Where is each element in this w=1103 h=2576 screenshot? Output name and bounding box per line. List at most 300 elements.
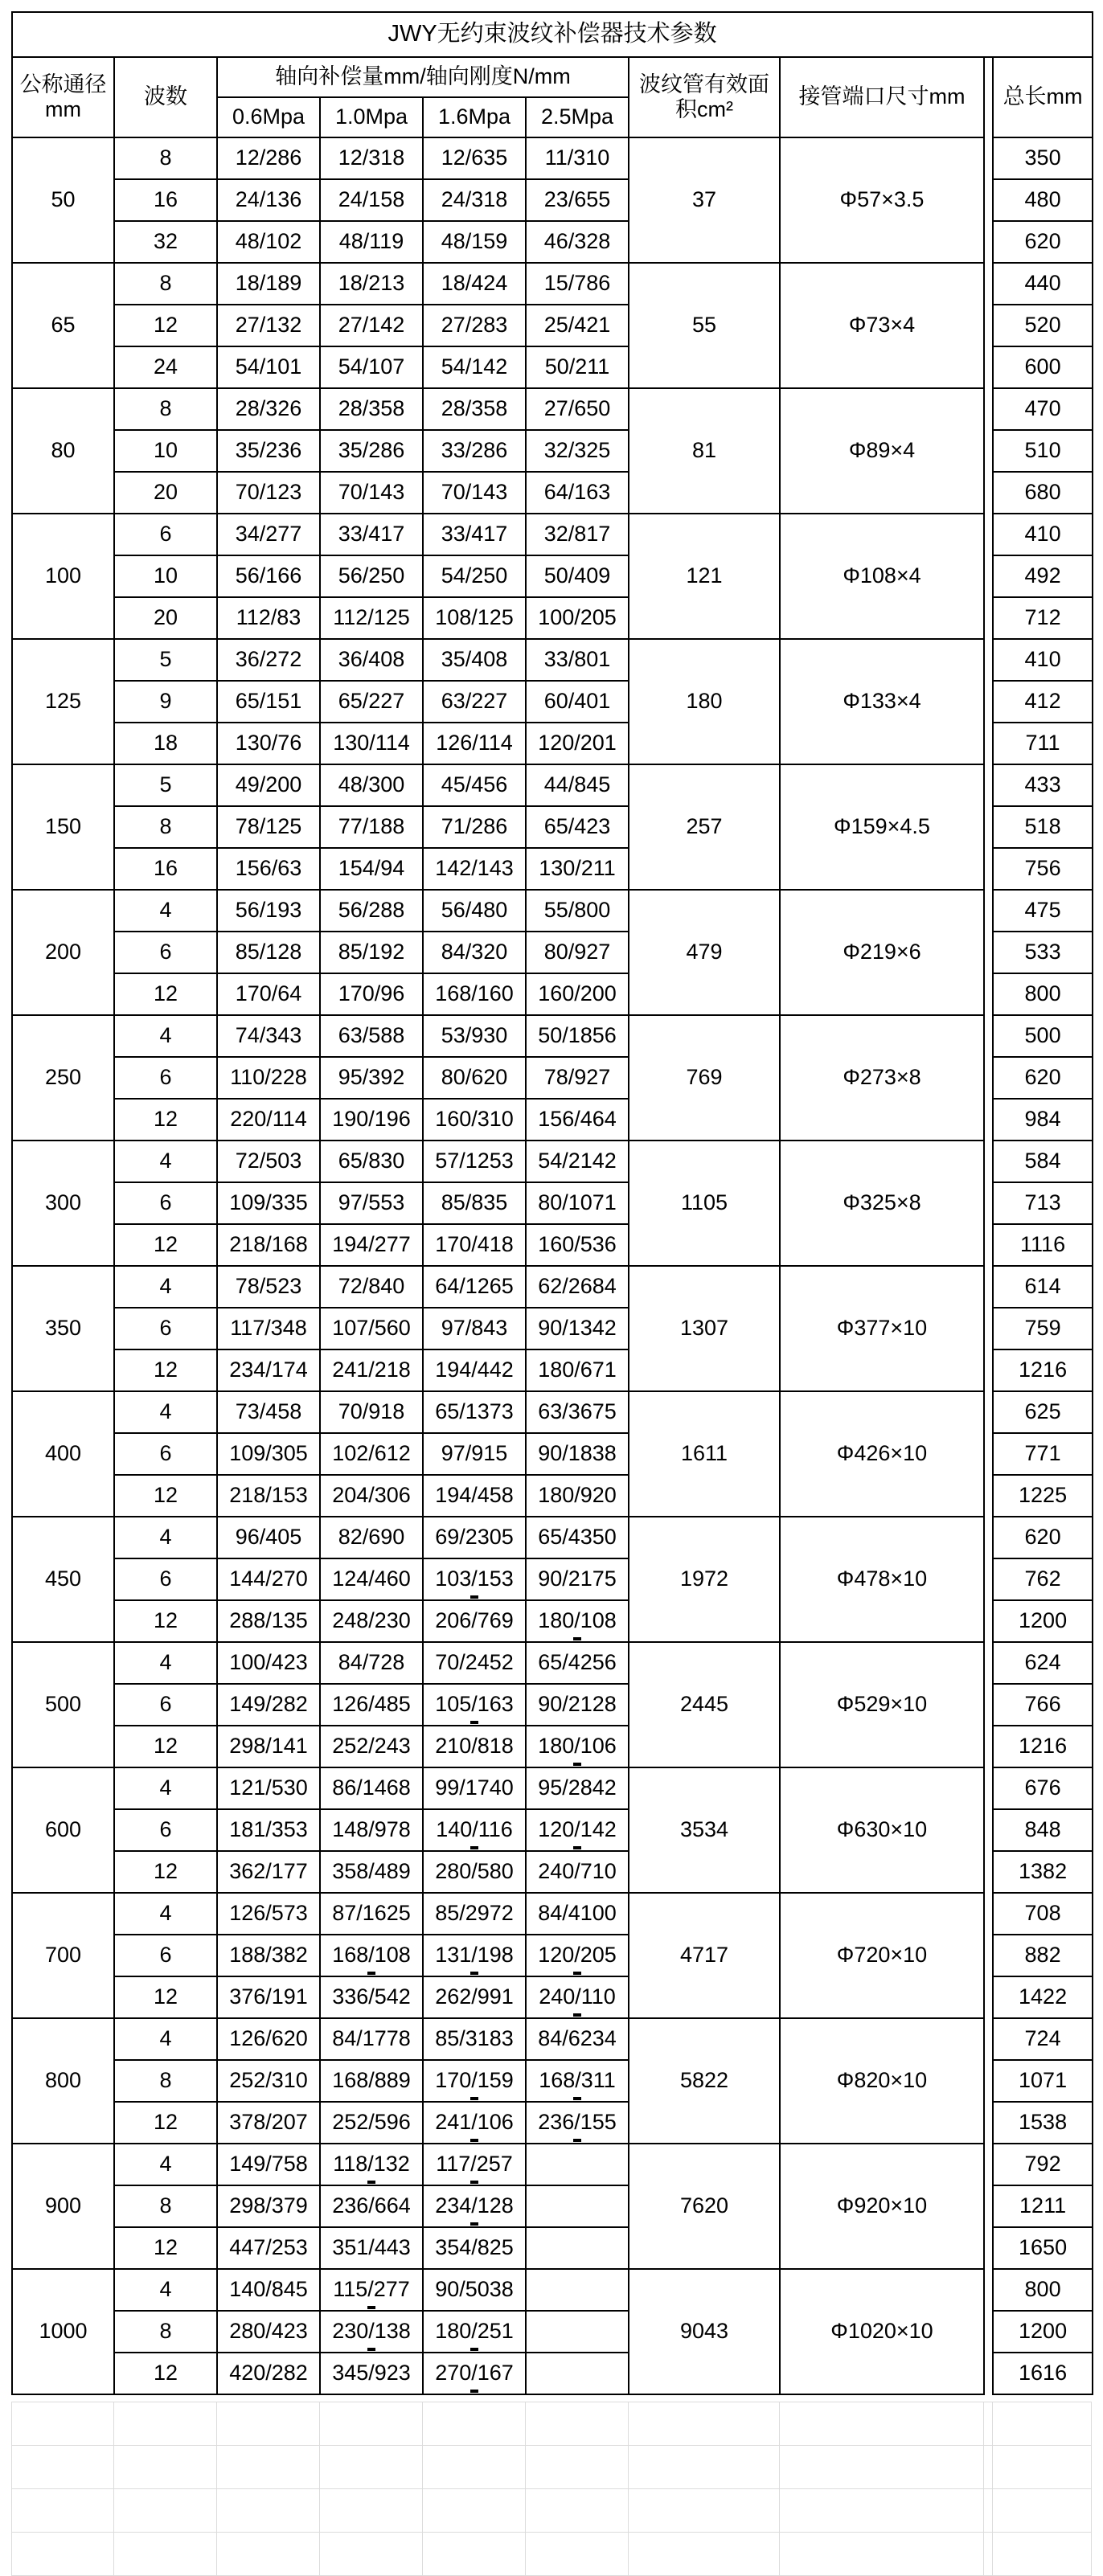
compensation-stiffness-cell: 54/2142: [526, 1141, 629, 1182]
header-gap: [984, 57, 993, 137]
compensation-stiffness-cell: [526, 2185, 629, 2227]
compensation-stiffness-cell: 103/153: [423, 1558, 526, 1600]
effective-area-cell: 7620: [629, 2144, 780, 2269]
wave-count-cell: 6: [114, 1057, 217, 1099]
wave-count-cell: 16: [114, 179, 217, 221]
compensation-stiffness-cell: 298/379: [217, 2185, 320, 2227]
column-gap: [984, 2102, 993, 2144]
wave-count-cell: 8: [114, 137, 217, 179]
compensation-stiffness-cell: 149/282: [217, 1684, 320, 1726]
effective-area-cell: 4717: [629, 1893, 780, 2018]
header-axial-compensation: 轴向补偿量mm/轴向刚度N/mm: [217, 57, 629, 97]
compensation-stiffness-cell: 90/1342: [526, 1308, 629, 1349]
compensation-stiffness-cell: 84/6234: [526, 2018, 629, 2060]
column-gap: [984, 221, 993, 263]
compensation-stiffness-cell: 95/2842: [526, 1767, 629, 1809]
compensation-stiffness-cell: 28/358: [320, 388, 423, 430]
compensation-stiffness-cell: 69/2305: [423, 1517, 526, 1558]
wave-count-cell: 4: [114, 1015, 217, 1057]
wave-count-cell: 12: [114, 1224, 217, 1266]
compensation-stiffness-cell: 96/405: [217, 1517, 320, 1558]
compensation-stiffness-cell: 100/423: [217, 1642, 320, 1684]
compensation-stiffness-cell: 252/596: [320, 2102, 423, 2144]
table-row: [12, 388, 1093, 430]
effective-area-cell: 257: [629, 764, 780, 890]
compensation-stiffness-cell: 80/620: [423, 1057, 526, 1099]
compensation-stiffness-cell: 56/480: [423, 890, 526, 932]
total-length-cell: 500: [993, 1015, 1093, 1057]
total-length-cell: 1650: [993, 2227, 1093, 2269]
compensation-stiffness-cell: 218/153: [217, 1475, 320, 1517]
total-length-cell: 724: [993, 2018, 1093, 2060]
column-gap: [984, 1809, 993, 1851]
compensation-stiffness-cell: 50/211: [526, 346, 629, 388]
compensation-stiffness-cell: 56/250: [320, 555, 423, 597]
compensation-stiffness-cell: 18/213: [320, 263, 423, 305]
compensation-stiffness-cell: 97/915: [423, 1433, 526, 1475]
nominal-diameter-cell: 350: [12, 1266, 114, 1391]
compensation-stiffness-cell: 181/353: [217, 1809, 320, 1851]
total-length-cell: 600: [993, 346, 1093, 388]
table-row: [12, 890, 1093, 932]
compensation-stiffness-cell: 236/155: [526, 2102, 629, 2144]
port-size-cell: Φ426×10: [780, 1391, 984, 1517]
wave-count-cell: 8: [114, 2060, 217, 2102]
compensation-stiffness-cell: 420/282: [217, 2353, 320, 2394]
wave-count-cell: 12: [114, 1600, 217, 1642]
compensation-stiffness-cell: 188/382: [217, 1935, 320, 1976]
compensation-stiffness-cell: [526, 2227, 629, 2269]
column-gap: [984, 2144, 993, 2185]
column-gap: [984, 472, 993, 514]
compensation-stiffness-cell: 64/163: [526, 472, 629, 514]
compensation-stiffness-cell: 54/107: [320, 346, 423, 388]
header-pressure-2-5: 2.5Mpa: [526, 97, 629, 137]
compensation-stiffness-cell: 25/421: [526, 305, 629, 346]
compensation-stiffness-cell: 270/167: [423, 2353, 526, 2394]
compensation-stiffness-cell: 120/201: [526, 723, 629, 764]
total-length-cell: 480: [993, 179, 1093, 221]
gridline: [11, 2402, 12, 2575]
compensation-stiffness-cell: 27/283: [423, 305, 526, 346]
compensation-stiffness-cell: 170/159: [423, 2060, 526, 2102]
compensation-stiffness-cell: 194/442: [423, 1349, 526, 1391]
nominal-diameter-cell: 600: [12, 1767, 114, 1893]
compensation-stiffness-cell: 148/978: [320, 1809, 423, 1851]
wave-count-cell: 4: [114, 1141, 217, 1182]
compensation-stiffness-cell: 35/236: [217, 430, 320, 472]
nominal-diameter-cell: 80: [12, 388, 114, 514]
effective-area-cell: 1972: [629, 1517, 780, 1642]
compensation-stiffness-cell: 241/106: [423, 2102, 526, 2144]
total-length-cell: 759: [993, 1308, 1093, 1349]
compensation-stiffness-cell: 234/174: [217, 1349, 320, 1391]
wave-count-cell: 8: [114, 806, 217, 848]
wave-count-cell: 6: [114, 1809, 217, 1851]
truncation-mark: [470, 2348, 478, 2351]
nominal-diameter-cell: 900: [12, 2144, 114, 2269]
wave-count-cell: 8: [114, 388, 217, 430]
total-length-cell: 984: [993, 1099, 1093, 1141]
compensation-stiffness-cell: 85/3183: [423, 2018, 526, 2060]
wave-count-cell: 10: [114, 430, 217, 472]
compensation-stiffness-cell: 288/135: [217, 1600, 320, 1642]
table-row: [12, 1391, 1093, 1433]
compensation-stiffness-cell: 27/142: [320, 305, 423, 346]
column-gap: [984, 1767, 993, 1809]
wave-count-cell: 4: [114, 1266, 217, 1308]
compensation-stiffness-cell: 36/408: [320, 639, 423, 681]
truncation-mark: [573, 2013, 581, 2017]
column-gap: [984, 932, 993, 973]
nominal-diameter-cell: 100: [12, 514, 114, 639]
compensation-stiffness-cell: 131/198: [423, 1935, 526, 1976]
column-gap: [984, 137, 993, 179]
total-length-cell: 680: [993, 472, 1093, 514]
compensation-stiffness-cell: 24/318: [423, 179, 526, 221]
column-gap: [984, 2311, 993, 2353]
total-length-cell: 520: [993, 305, 1093, 346]
column-gap: [984, 1099, 993, 1141]
compensation-stiffness-cell: 126/573: [217, 1893, 320, 1935]
total-length-cell: 800: [993, 973, 1093, 1015]
column-gap: [984, 2185, 993, 2227]
wave-count-cell: 12: [114, 1349, 217, 1391]
total-length-cell: 756: [993, 848, 1093, 890]
gridline: [422, 2402, 423, 2575]
port-size-cell: Φ89×4: [780, 388, 984, 514]
total-length-cell: 1200: [993, 2311, 1093, 2353]
gridline: [319, 2402, 320, 2575]
compensation-stiffness-cell: 65/1373: [423, 1391, 526, 1433]
total-length-cell: 1616: [993, 2353, 1093, 2394]
wave-count-cell: 5: [114, 639, 217, 681]
total-length-cell: 625: [993, 1391, 1093, 1433]
truncation-mark: [367, 2348, 375, 2351]
column-gap: [984, 2227, 993, 2269]
wave-count-cell: 12: [114, 2227, 217, 2269]
compensation-stiffness-cell: 115/277: [320, 2269, 423, 2311]
table-row: [12, 1642, 1093, 1684]
gridline: [779, 2402, 780, 2575]
compensation-stiffness-cell: 70/123: [217, 472, 320, 514]
compensation-stiffness-cell: 32/325: [526, 430, 629, 472]
compensation-stiffness-cell: 180/920: [526, 1475, 629, 1517]
compensation-stiffness-cell: 234/128: [423, 2185, 526, 2227]
effective-area-cell: 180: [629, 639, 780, 764]
compensation-stiffness-cell: 206/769: [423, 1600, 526, 1642]
compensation-stiffness-cell: 46/328: [526, 221, 629, 263]
column-gap: [984, 1391, 993, 1433]
table-row: [12, 1767, 1093, 1809]
wave-count-cell: 6: [114, 1433, 217, 1475]
wave-count-cell: 4: [114, 2144, 217, 2185]
compensation-stiffness-cell: 72/840: [320, 1266, 423, 1308]
truncation-mark: [573, 1846, 581, 1849]
compensation-stiffness-cell: 154/94: [320, 848, 423, 890]
port-size-cell: Φ219×6: [780, 890, 984, 1015]
truncation-mark: [470, 2097, 478, 2100]
compensation-stiffness-cell: 90/1838: [526, 1433, 629, 1475]
total-length-cell: 1225: [993, 1475, 1093, 1517]
port-size-cell: Φ920×10: [780, 2144, 984, 2269]
nominal-diameter-cell: 800: [12, 2018, 114, 2144]
compensation-stiffness-cell: 105/163: [423, 1684, 526, 1726]
gridline: [113, 2402, 114, 2575]
gridline: [11, 2445, 1092, 2446]
compensation-stiffness-cell: 34/277: [217, 514, 320, 555]
compensation-stiffness-cell: 130/76: [217, 723, 320, 764]
port-size-cell: Φ133×4: [780, 639, 984, 764]
effective-area-cell: 121: [629, 514, 780, 639]
total-length-cell: 620: [993, 221, 1093, 263]
wave-count-cell: 20: [114, 472, 217, 514]
nominal-diameter-cell: 250: [12, 1015, 114, 1141]
port-size-cell: Φ630×10: [780, 1767, 984, 1893]
compensation-stiffness-cell: 72/503: [217, 1141, 320, 1182]
compensation-stiffness-cell: 236/664: [320, 2185, 423, 2227]
compensation-stiffness-cell: 48/102: [217, 221, 320, 263]
compensation-stiffness-cell: 126/485: [320, 1684, 423, 1726]
compensation-stiffness-cell: 65/4256: [526, 1642, 629, 1684]
compensation-stiffness-cell: 345/923: [320, 2353, 423, 2394]
truncation-mark: [367, 1972, 375, 1975]
header-nominal-diameter: 公称通径mm: [12, 57, 114, 137]
column-gap: [984, 1182, 993, 1224]
nominal-diameter-cell: 300: [12, 1141, 114, 1266]
header-port-size: 接管端口尺寸mm: [780, 57, 984, 137]
compensation-stiffness-cell: 87/1625: [320, 1893, 423, 1935]
column-gap: [984, 1433, 993, 1475]
truncation-mark: [470, 1595, 478, 1599]
compensation-stiffness-cell: 24/158: [320, 179, 423, 221]
compensation-stiffness-cell: 168/108: [320, 1935, 423, 1976]
compensation-stiffness-cell: 97/553: [320, 1182, 423, 1224]
effective-area-cell: 55: [629, 263, 780, 388]
wave-count-cell: 4: [114, 1391, 217, 1433]
compensation-stiffness-cell: 63/3675: [526, 1391, 629, 1433]
table-row: [12, 1141, 1093, 1182]
compensation-stiffness-cell: 84/320: [423, 932, 526, 973]
compensation-stiffness-cell: 85/192: [320, 932, 423, 973]
nominal-diameter-cell: 1000: [12, 2269, 114, 2394]
compensation-stiffness-cell: 36/272: [217, 639, 320, 681]
truncation-mark: [470, 1846, 478, 1849]
total-length-cell: 711: [993, 723, 1093, 764]
compensation-stiffness-cell: 84/728: [320, 1642, 423, 1684]
compensation-stiffness-cell: 120/142: [526, 1809, 629, 1851]
compensation-stiffness-cell: 149/758: [217, 2144, 320, 2185]
gridline: [983, 2402, 984, 2575]
wave-count-cell: 9: [114, 681, 217, 723]
effective-area-cell: 479: [629, 890, 780, 1015]
compensation-stiffness-cell: 180/251: [423, 2311, 526, 2353]
wave-count-cell: 12: [114, 1099, 217, 1141]
compensation-stiffness-cell: 48/119: [320, 221, 423, 263]
gridline: [11, 2488, 1092, 2489]
compensation-stiffness-cell: 160/536: [526, 1224, 629, 1266]
compensation-stiffness-cell: 99/1740: [423, 1767, 526, 1809]
wave-count-cell: 12: [114, 973, 217, 1015]
compensation-stiffness-cell: 44/845: [526, 764, 629, 806]
compensation-stiffness-cell: 65/4350: [526, 1517, 629, 1558]
compensation-stiffness-cell: 107/560: [320, 1308, 423, 1349]
total-length-cell: 1071: [993, 2060, 1093, 2102]
compensation-stiffness-cell: 362/177: [217, 1851, 320, 1893]
port-size-cell: Φ159×4.5: [780, 764, 984, 890]
column-gap: [984, 806, 993, 848]
compensation-stiffness-cell: 170/418: [423, 1224, 526, 1266]
compensation-stiffness-cell: 33/801: [526, 639, 629, 681]
header-pressure-1-0: 1.0Mpa: [320, 97, 423, 137]
compensation-stiffness-cell: 84/4100: [526, 1893, 629, 1935]
compensation-stiffness-cell: 35/286: [320, 430, 423, 472]
compensation-stiffness-cell: 117/348: [217, 1308, 320, 1349]
compensation-stiffness-cell: 160/200: [526, 973, 629, 1015]
wave-count-cell: 16: [114, 848, 217, 890]
column-gap: [984, 848, 993, 890]
compensation-stiffness-cell: 56/193: [217, 890, 320, 932]
column-gap: [984, 1057, 993, 1099]
compensation-stiffness-cell: 78/523: [217, 1266, 320, 1308]
header-total-length: 总长mm: [993, 57, 1093, 137]
compensation-stiffness-cell: 100/205: [526, 597, 629, 639]
compensation-stiffness-cell: 336/542: [320, 1976, 423, 2018]
wave-count-cell: 6: [114, 514, 217, 555]
header-pressure-1-6: 1.6Mpa: [423, 97, 526, 137]
gridline: [628, 2402, 629, 2575]
compensation-stiffness-cell: 102/612: [320, 1433, 423, 1475]
wave-count-cell: 4: [114, 1517, 217, 1558]
total-length-cell: 713: [993, 1182, 1093, 1224]
total-length-cell: 614: [993, 1266, 1093, 1308]
column-gap: [984, 1684, 993, 1726]
column-gap: [984, 1726, 993, 1767]
column-gap: [984, 179, 993, 221]
compensation-stiffness-cell: 90/2128: [526, 1684, 629, 1726]
compensation-stiffness-cell: 168/311: [526, 2060, 629, 2102]
compensation-stiffness-cell: 12/286: [217, 137, 320, 179]
truncation-mark: [573, 2139, 581, 2142]
total-length-cell: 1216: [993, 1726, 1093, 1767]
table-row: [12, 1893, 1093, 1935]
compensation-stiffness-cell: 11/310: [526, 137, 629, 179]
compensation-stiffness-cell: 156/464: [526, 1099, 629, 1141]
compensation-stiffness-cell: 168/160: [423, 973, 526, 1015]
compensation-stiffness-cell: 180/106: [526, 1726, 629, 1767]
wave-count-cell: 32: [114, 221, 217, 263]
compensation-stiffness-cell: 204/306: [320, 1475, 423, 1517]
effective-area-cell: 1105: [629, 1141, 780, 1266]
compensation-stiffness-cell: 170/64: [217, 973, 320, 1015]
compensation-stiffness-cell: 378/207: [217, 2102, 320, 2144]
effective-area-cell: 2445: [629, 1642, 780, 1767]
wave-count-cell: 4: [114, 2018, 217, 2060]
wave-count-cell: 4: [114, 1642, 217, 1684]
column-gap: [984, 555, 993, 597]
compensation-stiffness-cell: 33/417: [423, 514, 526, 555]
compensation-stiffness-cell: 218/168: [217, 1224, 320, 1266]
total-length-cell: 792: [993, 2144, 1093, 2185]
wave-count-cell: 12: [114, 305, 217, 346]
column-gap: [984, 1893, 993, 1935]
column-gap: [984, 1266, 993, 1308]
total-length-cell: 584: [993, 1141, 1093, 1182]
compensation-stiffness-cell: 240/710: [526, 1851, 629, 1893]
column-gap: [984, 2018, 993, 2060]
column-gap: [984, 764, 993, 806]
table-row: [12, 764, 1093, 806]
table-row: [12, 1015, 1093, 1057]
total-length-cell: 412: [993, 681, 1093, 723]
compensation-stiffness-cell: 45/456: [423, 764, 526, 806]
wave-count-cell: 12: [114, 1851, 217, 1893]
table-row: [12, 263, 1093, 305]
gridline: [216, 2402, 217, 2575]
compensation-stiffness-cell: 252/243: [320, 1726, 423, 1767]
compensation-stiffness-cell: 74/343: [217, 1015, 320, 1057]
compensation-stiffness-cell: 112/125: [320, 597, 423, 639]
wave-count-cell: 24: [114, 346, 217, 388]
truncation-mark: [367, 2306, 375, 2309]
compensation-stiffness-cell: 18/424: [423, 263, 526, 305]
effective-area-cell: 81: [629, 388, 780, 514]
compensation-stiffness-cell: 220/114: [217, 1099, 320, 1141]
compensation-stiffness-cell: 49/200: [217, 764, 320, 806]
truncation-mark: [470, 2139, 478, 2142]
compensation-stiffness-cell: 190/196: [320, 1099, 423, 1141]
column-gap: [984, 639, 993, 681]
table-row: [12, 514, 1093, 555]
compensation-stiffness-cell: 170/96: [320, 973, 423, 1015]
total-length-cell: 771: [993, 1433, 1093, 1475]
compensation-stiffness-cell: 73/458: [217, 1391, 320, 1433]
total-length-cell: 620: [993, 1057, 1093, 1099]
total-length-cell: 1116: [993, 1224, 1093, 1266]
compensation-stiffness-cell: 56/288: [320, 890, 423, 932]
column-gap: [984, 723, 993, 764]
compensation-stiffness-cell: 48/159: [423, 221, 526, 263]
truncation-mark: [573, 1637, 581, 1640]
total-length-cell: 708: [993, 1893, 1093, 1935]
compensation-stiffness-cell: 85/835: [423, 1182, 526, 1224]
total-length-cell: 1538: [993, 2102, 1093, 2144]
empty-sheet-gridlines: [11, 2402, 1092, 2575]
compensation-stiffness-cell: 80/1071: [526, 1182, 629, 1224]
compensation-stiffness-cell: 241/218: [320, 1349, 423, 1391]
total-length-cell: 518: [993, 806, 1093, 848]
compensation-stiffness-cell: 65/151: [217, 681, 320, 723]
compensation-stiffness-cell: 54/142: [423, 346, 526, 388]
wave-count-cell: 12: [114, 1726, 217, 1767]
total-length-cell: 712: [993, 597, 1093, 639]
compensation-stiffness-cell: 57/1253: [423, 1141, 526, 1182]
compensation-stiffness-cell: 65/423: [526, 806, 629, 848]
compensation-stiffness-cell: 140/845: [217, 2269, 320, 2311]
column-gap: [984, 1141, 993, 1182]
compensation-stiffness-cell: 121/530: [217, 1767, 320, 1809]
compensation-stiffness-cell: 447/253: [217, 2227, 320, 2269]
compensation-stiffness-cell: 65/830: [320, 1141, 423, 1182]
total-length-cell: 1211: [993, 2185, 1093, 2227]
effective-area-cell: 5822: [629, 2018, 780, 2144]
compensation-stiffness-cell: 280/580: [423, 1851, 526, 1893]
compensation-stiffness-cell: 126/620: [217, 2018, 320, 2060]
gridline: [525, 2402, 526, 2575]
total-length-cell: 475: [993, 890, 1093, 932]
total-length-cell: 350: [993, 137, 1093, 179]
compensation-stiffness-cell: 15/786: [526, 263, 629, 305]
